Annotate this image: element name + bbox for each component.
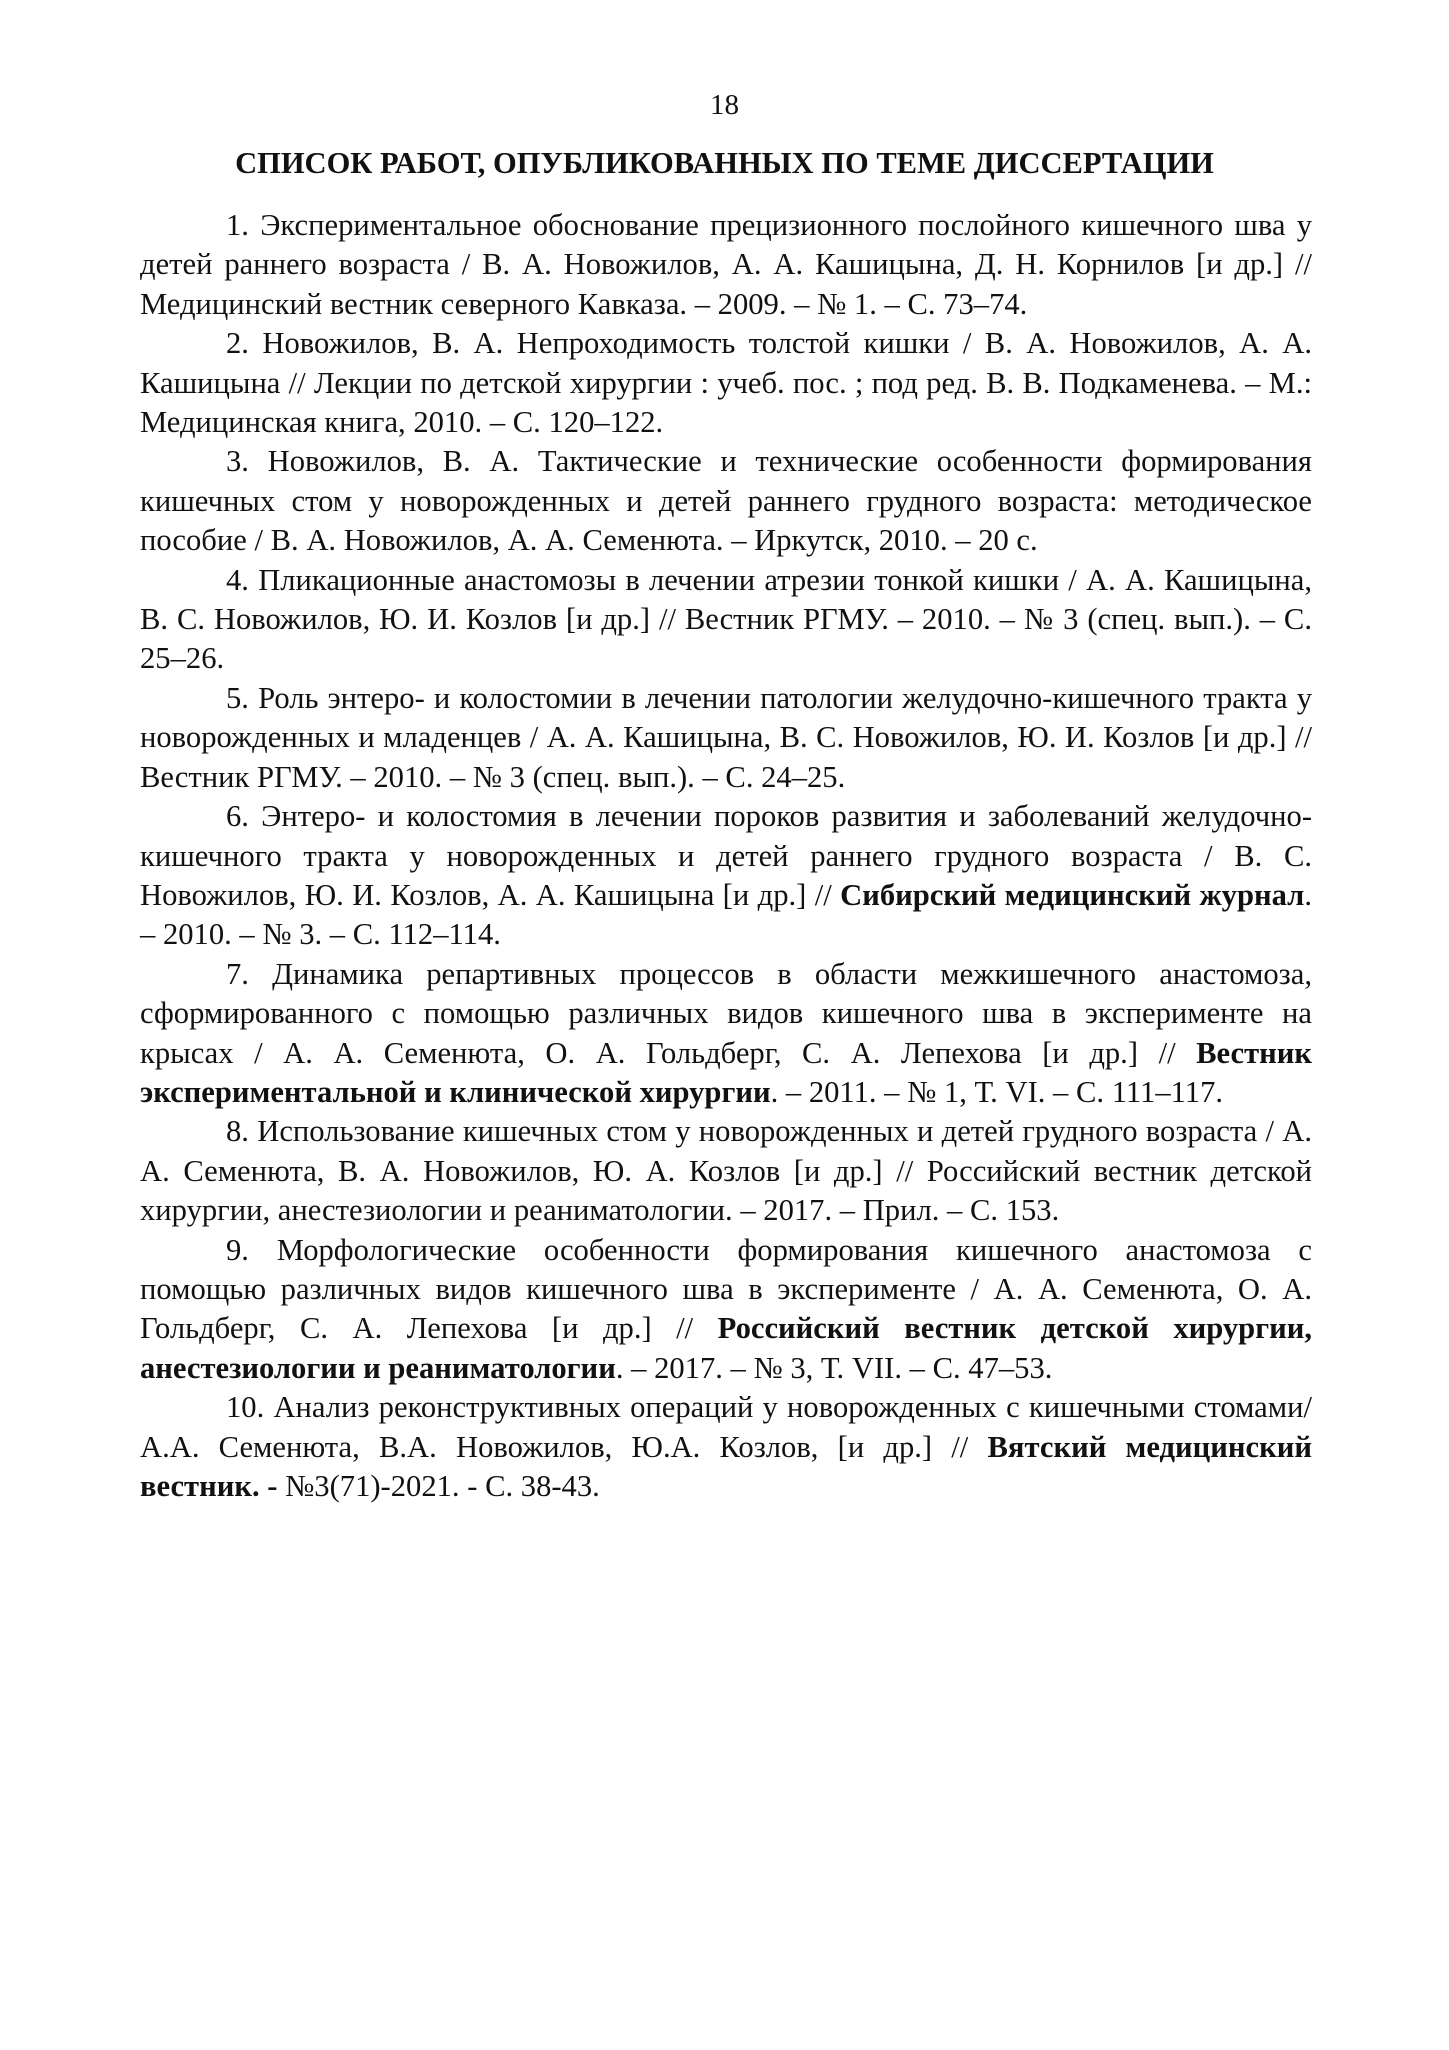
entry-text: Динамика репартивных процессов в области межкишечного анастомоза, сформированного с помощью различных видов кишечного шва в эксперименте на крысах / А. А. Семенюта, О. А. Гольдберг, С. А. Лепехова [и др.] //: [140, 956, 1312, 1070]
page-title: СПИСОК РАБОТ, ОПУБЛИКОВАННЫХ ПО ТЕМЕ ДИССЕРТАЦИИ: [235, 146, 1214, 180]
publication-entry-2: [140, 324, 1312, 442]
publication-entry-5: [140, 679, 1312, 797]
entry-journal: Сибирский медицинский журнал: [840, 877, 1305, 912]
entry-text-tail: . – 2017. – № 3, Т. VII. – С. 47–53.: [615, 1350, 1053, 1385]
publication-entry-6: [140, 797, 1312, 955]
publication-entry-1: [140, 206, 1312, 324]
entry-journal: Вестник экспериментальной и клинической хирургии: [140, 1035, 1312, 1109]
entry-number: 5.: [226, 680, 249, 715]
entry-text: Анализ реконструктивных операций у новорожденных с кишечными стомами/ А.А. Семенюта, В.А. Новожилов, Ю.А. Козлов, [и др.] //: [140, 1390, 1312, 1464]
page-number: 18: [710, 89, 739, 121]
entry-number: 2.: [226, 326, 249, 361]
entry-journal: Российский вестник детской хирургии, анестезиологии и реаниматологии: [140, 1311, 1312, 1385]
entry-text-tail: . – 2010. – № 3. – С. 112–114.: [140, 877, 1312, 952]
entry-journal: Вятский медицинский вестник. -: [140, 1429, 1312, 1503]
entry-number: 7.: [226, 956, 249, 991]
entry-number: 10.: [226, 1390, 265, 1425]
entry-text: Роль энтеро- и колостомии в лечении патологии желудочно-кишечного тракта у новорожденных и младенцев / А. А. Кашицына, В. С. Новожилов, Ю. И. Козлов [и др.] // Вестник РГМУ. – 2010. – № 3 (спец. вып.). – С. 24–25.: [140, 680, 1313, 794]
publication-list: [140, 206, 1312, 1506]
entry-number: 9.: [226, 1232, 249, 1267]
entry-number: 3.: [226, 444, 249, 479]
entry-text: Пликационные анастомозы в лечении атрезии тонкой кишки / А. А. Кашицына, В. С. Новожилов, Ю. И. Козлов [и др.] // Вестник РГМУ. – 2010. – № 3 (спец. вып.). – С. 25–26.: [140, 562, 1312, 676]
entry-number: 4.: [226, 562, 249, 597]
entry-text-tail: . – 2011. – № 1, Т. VI. – С. 111–117.: [770, 1074, 1224, 1109]
entry-text: Новожилов, В. А. Непроходимость толстой кишки / В. А. Новожилов, А. А. Кашицына // Лекции по детской хирургии : учеб. пос. ; под ред. В. В. Подкаменева. – М.: Медицинская книга, 2010. – С. 120–122.: [140, 326, 1312, 440]
publication-entry-3: [140, 442, 1312, 560]
publication-entry-7: [140, 955, 1312, 1113]
entry-number: 8.: [226, 1114, 249, 1149]
publication-entry-9: [140, 1231, 1312, 1389]
publication-entry-10: [140, 1388, 1312, 1506]
entry-number: 1.: [226, 208, 249, 242]
entry-number: 6.: [226, 799, 249, 834]
entry-text-tail: №3(71)-2021. - С. 38-43.: [277, 1469, 600, 1503]
entry-text: Новожилов, В. А. Тактические и технические особенности формирования кишечных стом у новорожденных и детей раннего грудного возраста: методическое пособие / В. А. Новожилов, А. А. Семенюта. – Иркутск, 2010. – 20 с.: [140, 444, 1312, 558]
entry-text: Морфологические особенности формирования кишечного анастомоза с помощью различных видов кишечного шва в эксперименте / А. А. Семенюта, О. А. Гольдберг, С. А. Лепехова [и др.] //: [140, 1232, 1312, 1346]
entry-text: Использование кишечных стом у новорожденных и детей грудного возраста / А. А. Семенюта, В. А. Новожилов, Ю. А. Козлов [и др.] // Российский вестник детской хирургии, анестезиологии и реаниматологии. – 2017. – Прил. – С. 153.: [140, 1114, 1312, 1228]
publication-entry-8: [140, 1112, 1312, 1230]
entry-text: Энтеро- и колостомия в лечении пороков развития и заболеваний желудочно-кишечного тракта у новорожденных и детей раннего грудного возраста / В. С. Новожилов, Ю. И. Козлов, А. А. Кашицына [и др.] //: [140, 799, 1313, 912]
entry-text: Экспериментальное обоснование прецизионного послойного кишечного шва у детей раннего возраста / В. А. Новожилов, А. А. Кашицына, Д. Н. Корнилов [и др.] // Медицинский вестник северного Кавказа. – 2009. – № 1. – С. 73–74.: [140, 208, 1313, 321]
publication-entry-4: [140, 561, 1312, 679]
